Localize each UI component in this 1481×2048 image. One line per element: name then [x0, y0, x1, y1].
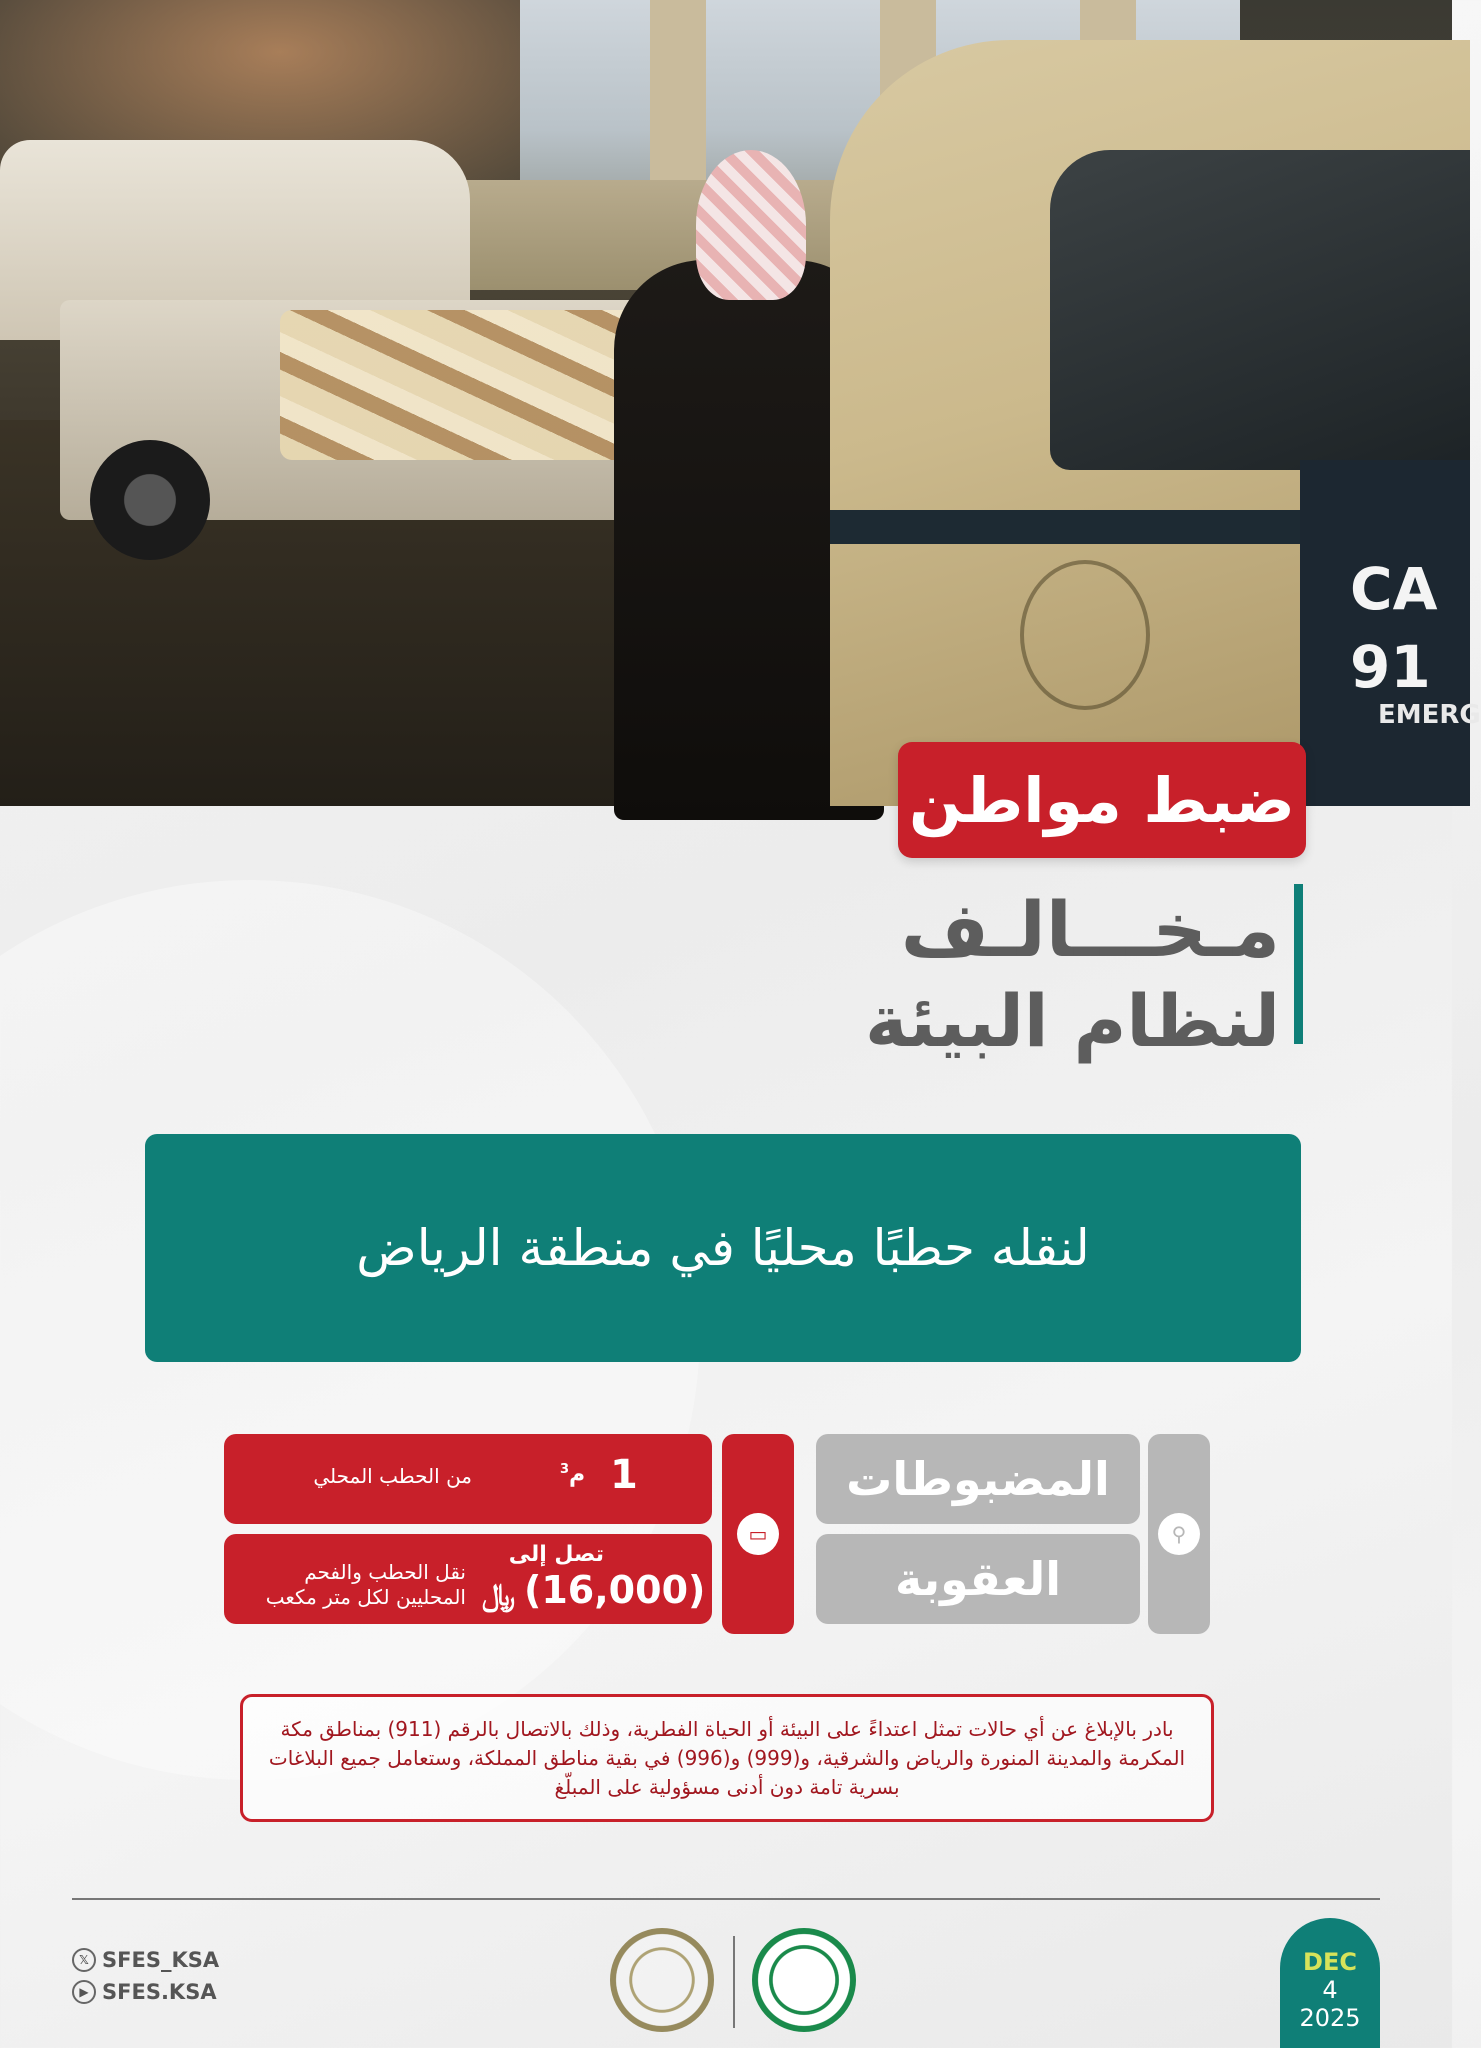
youtube-icon: ▶: [72, 1980, 96, 2004]
footer-divider: [72, 1898, 1380, 1900]
seized-unit: [560, 1462, 585, 1487]
ministry-emblem-icon: [752, 1928, 856, 2032]
fine-description: نقل الحطب والفحم المحليين لكل متر مكعب: [265, 1560, 466, 1609]
headline-subtitle: [700, 884, 1280, 1066]
report-notice-text: بادر بالإبلاغ عن أي حالات تمثل اعتداءً على البيئة أو الحياة الفطرية، وذلك بالاتصال بالرقم (911) بمناطق مكة المكرمة والمدينة المنورة والرياض والشرقية، و(999) و(996) في بقية مناطق المملكة، وستعامل جميع البلاغات بسرية تامة دون أدنى مسؤولية على المبلّغ: [268, 1716, 1186, 1799]
subtitle-line-2: لنظام البيئة: [865, 979, 1280, 1063]
date-badge: [1280, 1918, 1380, 2048]
logo-divider: [733, 1936, 735, 2028]
special-forces-emblem-icon: [610, 1928, 714, 2032]
subtitle-line-1: مـخـــالـف: [900, 885, 1280, 974]
seized-icon-column: [1148, 1434, 1210, 1634]
patrol-number: [1350, 555, 1438, 701]
date-month: DEC: [1303, 1948, 1357, 1976]
social-youtube-text: SFES.KSA: [102, 1980, 217, 2004]
subtitle-accent-bar: [1294, 884, 1303, 1044]
offense-banner: لنقله حطبًا محليًا في منطقة الرياض: [145, 1134, 1301, 1362]
penalty-row: [224, 1534, 712, 1624]
patrol-window: [1050, 150, 1470, 470]
patrol-text-emergency: EMERG: [1378, 700, 1481, 730]
banknote-icon: ▭: [737, 1513, 779, 1555]
patrol-text-ca: CA: [1350, 555, 1438, 623]
seized-quantity: 1: [610, 1452, 638, 1498]
seized-unit-power: 3: [560, 1462, 570, 1477]
report-notice: [240, 1694, 1214, 1822]
firewood-load: [280, 310, 640, 460]
seized-unit-letter: م: [569, 1462, 586, 1488]
penalty-label: العقوبة: [816, 1534, 1140, 1624]
social-youtube-handle[interactable]: [72, 1980, 217, 2004]
seized-description: من الحطب المحلي: [313, 1464, 472, 1488]
headline-red-title: ضبط مواطن: [898, 742, 1306, 858]
social-x-text: SFES_KSA: [102, 1948, 220, 1972]
x-logo-icon: 𝕏: [72, 1948, 96, 1972]
citizen-shemagh: [696, 150, 806, 300]
penalty-icon-column: [722, 1434, 794, 1634]
seized-label: المضبوطات: [816, 1434, 1140, 1524]
hero-photo: [0, 0, 1481, 806]
patrol-emblem-icon: [1020, 560, 1150, 710]
seized-row: [224, 1434, 712, 1524]
riyal-currency-icon: ﷼: [482, 1578, 516, 1613]
patrol-vehicle: [830, 40, 1481, 806]
fine-prefix: تصل إلى: [508, 1542, 604, 1567]
social-x-handle[interactable]: [72, 1948, 219, 1972]
date-day: 4: [1322, 1976, 1338, 2004]
patrol-text-91: 91: [1350, 633, 1431, 701]
pickup-wheel: [90, 440, 210, 560]
pickup-truck: [0, 140, 640, 560]
handcuffs-icon: ⚲: [1158, 1513, 1200, 1555]
date-year: 2025: [1299, 2004, 1361, 2032]
fine-amount: (16,000): [524, 1568, 706, 1612]
